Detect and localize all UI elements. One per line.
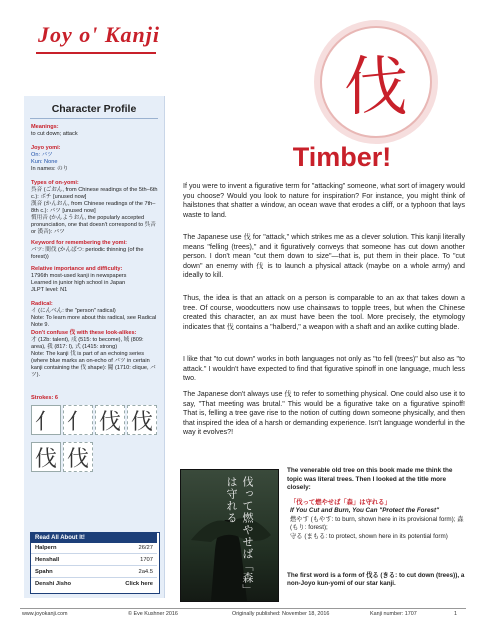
lookalikes-heading: Don't confuse 伐 with these look-alikes: bbox=[31, 330, 137, 336]
reference-name: Spahn bbox=[35, 569, 53, 575]
newspaper-rank: 1796th most-used kanji in newspapers bbox=[31, 273, 127, 279]
lookalikes-section bbox=[31, 330, 159, 379]
reference-value: 26/27 bbox=[138, 545, 153, 551]
vocab-line: 守る (まもる: to protect, shown here in its potential form) bbox=[290, 532, 448, 540]
stroke-step-2: 亻 bbox=[63, 405, 93, 435]
school-level: Learned in junior high school in Japan bbox=[31, 280, 126, 286]
profile-title: Character Profile bbox=[51, 103, 137, 115]
joyo-yomi-heading: Joyo yomi: bbox=[31, 145, 61, 151]
meanings-section bbox=[31, 124, 159, 138]
radical-heading: Radical: bbox=[31, 301, 53, 307]
stroke-step-4: 伐 bbox=[127, 405, 157, 435]
kan-on-reading: 漢音 (かんおん, from Chinese readings of the 7th–8th c.): バツ [unused now] bbox=[31, 201, 156, 214]
reference-value: 1707 bbox=[140, 557, 153, 563]
paragraph: If you were to invent a figurative term for "attacking" someone, what sort of imagery would you choose? Would you look to nature for inspiration? For instance, you might think of hailstones that shatter a window, an ocean wave that erodes a cliff, or a typhoon that lays waste to land. bbox=[183, 182, 465, 219]
stroke-step-3: 伐 bbox=[95, 405, 125, 435]
book-cover-title: 伐って燃やせば「森」は守れる bbox=[225, 476, 254, 596]
radical-section bbox=[31, 301, 159, 329]
on-yomi: On: バツ bbox=[31, 152, 53, 158]
stroke-step-6: 伐 bbox=[63, 442, 93, 472]
strokes-section bbox=[31, 395, 159, 402]
kun-yomi: Kun: None bbox=[31, 159, 58, 165]
strokes-heading: Strokes: 6 bbox=[31, 395, 59, 401]
site-logo: Joy o' Kanji bbox=[38, 22, 161, 47]
reference-value: 2a4.5 bbox=[138, 569, 153, 575]
radical-note-link[interactable]: Note: To learn more about this radical, see Radical Note 9. bbox=[31, 315, 157, 328]
footer-kanji-number: Kanji number: 1707 bbox=[370, 611, 417, 617]
meanings-heading: Meanings: bbox=[31, 124, 59, 130]
paragraph: The Japanese use 伐 for "attack," which strikes me as a clever solution. This kanji literally means "felling (trees)," and it figuratively conveys that someone has cut down another person. I don't mean "cut them down to size"—that is, put them in their place. To "cut down" an enemy with 伐 is to launch a physical attack (maybe on a whole army) and ideally to kill. bbox=[183, 233, 465, 280]
footer-page-number: 1 bbox=[454, 611, 457, 617]
keyword-heading: Keyword for remembering the yomi: bbox=[31, 240, 128, 246]
reference-name: Halpern bbox=[35, 545, 57, 551]
importance-heading: Relative importance and difficulty: bbox=[31, 266, 123, 272]
footer-published: Originally published: November 18, 2016 bbox=[232, 611, 330, 617]
reference-name: Denshi Jisho bbox=[35, 581, 72, 587]
paragraph: The Japanese don't always use 伐 to refer to something physical. One could also use it to say, "That meeting was brutal." This would be a figurative take on a figurative spinoff! That is, felling a tree gave rise to the notion of cutting down someone physically, and then that inspired the idea of a harsh or demanding experience. Isn't language wonderful in the way it evolves?! bbox=[183, 390, 465, 437]
book-caption: The venerable old tree on this book made me think the topic was literal trees. Then I looked at the title more closely: bbox=[287, 467, 453, 492]
kanyo-on-reading: 慣用音 (かんようおん, the popularly accepted pronunciation, one that doesn't correspond to 呉音 or 漢音): バツ bbox=[31, 215, 156, 235]
on-yomi-types-heading: Types of on-yomi: bbox=[31, 180, 79, 186]
reference-row bbox=[31, 579, 157, 589]
meanings-text: to cut down; attack bbox=[31, 131, 78, 137]
joyo-yomi-section bbox=[31, 145, 159, 173]
book-title-english: If You Cut and Burn, You Can "Protect the Forest" bbox=[290, 507, 440, 515]
book-title-breakdown bbox=[290, 499, 466, 541]
importance-section bbox=[31, 266, 159, 294]
kanji-badge bbox=[320, 26, 432, 138]
references-heading: Read All About It! bbox=[31, 533, 157, 543]
paragraph: I like that "to cut down" works in both languages not only as "to fell (trees)" but also as "to attack." I wouldn't have expected to find that figurative spinoff in one language, much less two. bbox=[183, 355, 465, 383]
reference-row bbox=[31, 543, 157, 554]
reference-row bbox=[31, 567, 157, 578]
book-cover-image bbox=[180, 469, 279, 602]
profile-divider bbox=[30, 118, 158, 119]
lookalikes-text: 才 (12b: talent), 戌 (515: to become), 域 (809: area), 我 (817: I), 式 (1415: strong) bbox=[31, 337, 144, 350]
featured-kanji: 伐 bbox=[344, 51, 408, 125]
keyword-section bbox=[31, 240, 159, 261]
paragraph: Thus, the idea is that an attack on a person is comparable to an ax that takes down a tree. Of course, woodcutters now use chainsaws to topple trees, but when the Chinese created this character, an ax must have been the tool. More precisely, the etymology indicates that 伐 contains a "halberd," a weapon with a shaft and an axlike cutting blade. bbox=[183, 294, 465, 331]
footer-divider bbox=[20, 608, 466, 609]
stroke-step-1: 亻 bbox=[31, 405, 61, 435]
footer-site-link[interactable]: www.joyokanji.com bbox=[22, 611, 68, 617]
reference-name: Henshall bbox=[35, 557, 60, 563]
echo-note: Note: The kanji 伐 is part of an echoing series (where blue marks an on-echo of バツ in certain kanji containing the 伐 shape): 閥 (1710: clique, バツ). bbox=[31, 351, 156, 378]
name-readings: In names: のり bbox=[31, 166, 69, 172]
vocab-line: 燃やす (もやす: to burn, shown here in its provisional form); 森 (もり: forest); bbox=[290, 515, 464, 532]
keyword-text: バツ: 間伐 (かんばつ: periodic thinning (of the forest)) bbox=[31, 247, 144, 260]
jlpt-level: JLPT level: N1 bbox=[31, 287, 68, 293]
book-title-japanese: 「伐って燃やせば「森」は守れる」 bbox=[290, 499, 391, 506]
radical-text: イ (にんべん: the "person" radical) bbox=[31, 308, 116, 314]
article-title: Timber! bbox=[292, 142, 392, 172]
denshi-jisho-link[interactable]: Click here bbox=[125, 581, 153, 587]
book-conclusion: The first word is a form of 伐る (きる: to cut down (trees)), a non-Joyo kun-yomi of our star kanji. bbox=[287, 572, 465, 588]
stroke-step-5: 伐 bbox=[31, 442, 61, 472]
reference-row bbox=[31, 555, 157, 566]
logo-underline bbox=[36, 52, 156, 54]
footer-copyright: © Eve Kushner 2016 bbox=[128, 611, 178, 617]
on-yomi-types-section bbox=[31, 180, 159, 236]
go-on-reading: 呉音 (ごおん, from Chinese readings of the 5th–6th c.): ボチ [unused now] bbox=[31, 187, 158, 200]
